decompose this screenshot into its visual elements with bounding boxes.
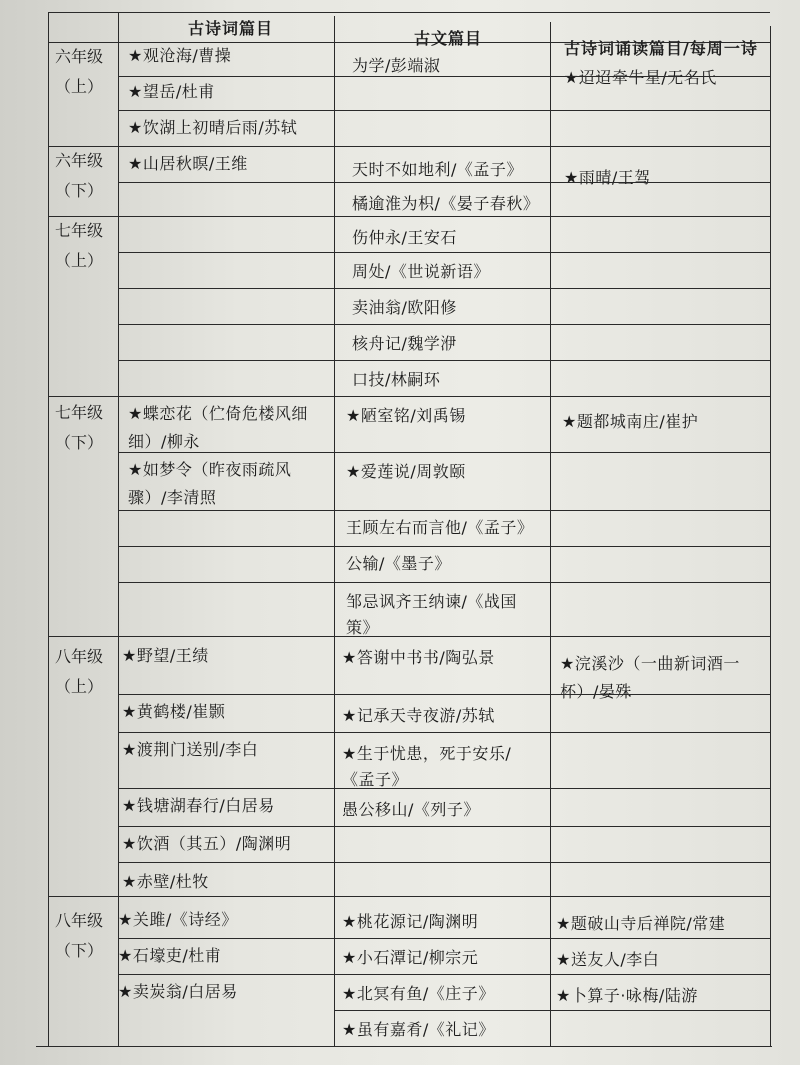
row-divider <box>118 582 770 583</box>
poem-entry: ★山居秋暝/王维 <box>128 154 248 173</box>
prose-entry: 口技/林嗣环 <box>352 370 441 389</box>
row-divider <box>118 510 770 511</box>
grade-label: 七年级 （下） <box>54 403 103 452</box>
poem-entry: ★蝶恋花（伫倚危楼风细 <box>128 404 308 423</box>
prose-entry: 邹忌讽齐王纳谏/《战国 <box>346 592 517 611</box>
column-divider <box>118 12 119 1046</box>
prose-entry: 周处/《世说新语》 <box>352 262 490 281</box>
row-divider <box>118 974 770 975</box>
row-divider <box>118 546 770 547</box>
recital-entry: ★卜算子·咏梅/陆游 <box>556 986 698 1005</box>
row-divider <box>118 252 770 253</box>
row-divider <box>118 110 770 111</box>
recital-entry: ★浣溪沙（一曲新词酒一 <box>560 654 740 673</box>
column-divider <box>550 22 551 1046</box>
prose-entry: 为学/彭端淑 <box>352 56 441 75</box>
poem-entry: ★关雎/《诗经》 <box>118 910 238 929</box>
poem-entry: ★观沧海/曹操 <box>128 46 232 65</box>
grade-divider <box>48 216 770 217</box>
table-border-right <box>770 26 771 1046</box>
prose-entry: 核舟记/魏学洢 <box>352 334 457 353</box>
prose-entry: ★生于忧患，死于安乐/ <box>342 744 512 763</box>
recital-entry: ★题破山寺后禅院/常建 <box>556 914 726 933</box>
poem-entry: ★渡荆门送别/李白 <box>122 740 259 759</box>
row-divider <box>118 694 770 695</box>
recital-entry: ★题都城南庄/崔护 <box>562 412 699 431</box>
grade-label: 六年级 （上） <box>54 47 103 96</box>
recital-entry: ★送友人/李白 <box>556 950 660 969</box>
prose-entry: ★爱莲说/周敦颐 <box>346 462 466 481</box>
grade-label: 八年级 （上） <box>54 647 103 696</box>
poem-entry: ★赤壁/杜牧 <box>122 872 209 891</box>
poem-entry-cont: 细）/柳永 <box>128 432 200 451</box>
prose-entry: ★北冥有鱼/《庄子》 <box>342 984 495 1003</box>
prose-entry: ★虽有嘉肴/《礼记》 <box>342 1020 495 1039</box>
row-divider <box>118 452 770 453</box>
prose-entry: ★记承天寺夜游/苏轼 <box>342 706 495 725</box>
prose-entry: 橘逾淮为枳/《晏子春秋》 <box>352 194 540 213</box>
header-recital: 古诗词诵读篇目/每周一诗 <box>564 39 758 58</box>
poem-entry: ★石壕吏/杜甫 <box>118 946 222 965</box>
row-divider <box>118 182 770 183</box>
prose-entry-cont: 《孟子》 <box>342 770 409 789</box>
row-divider <box>118 938 770 939</box>
prose-entry: ★小石潭记/柳宗元 <box>342 948 479 967</box>
prose-entry: ★答谢中书书/陶弘景 <box>342 648 495 667</box>
poem-entry: ★饮湖上初晴后雨/苏轼 <box>128 118 298 137</box>
row-divider <box>118 76 770 77</box>
prose-entry: 公输/《墨子》 <box>346 554 451 573</box>
prose-entry: ★桃花源记/陶渊明 <box>342 912 479 931</box>
curriculum-table <box>36 6 776 1051</box>
table-border-left <box>48 12 49 1046</box>
row-divider <box>118 324 770 325</box>
grade-divider <box>48 396 770 397</box>
poem-entry: ★如梦令（昨夜雨疏风 <box>128 460 292 479</box>
prose-entry: ★陋室铭/刘禹锡 <box>346 406 466 425</box>
poem-entry: ★黄鹤楼/崔颢 <box>122 702 226 721</box>
grade-label: 七年级 （上） <box>54 221 103 270</box>
table-border-top <box>48 12 770 13</box>
grade-divider <box>48 896 770 897</box>
grade-divider <box>48 146 770 147</box>
prose-entry: 愚公移山/《列子》 <box>342 800 480 819</box>
recital-entry-cont: 杯）/晏殊 <box>560 682 632 701</box>
poem-entry: ★卖炭翁/白居易 <box>118 982 238 1001</box>
recital-entry: ★迢迢牵牛星/无名氏 <box>564 68 717 87</box>
poem-entry: ★望岳/杜甫 <box>128 82 215 101</box>
grade-label: 六年级 （下） <box>54 151 103 200</box>
row-divider <box>118 862 770 863</box>
header-prose: 古文篇目 <box>414 29 483 48</box>
grade-label: 八年级 （下） <box>54 911 103 960</box>
poem-entry-cont: 骤）/李清照 <box>128 488 217 507</box>
poem-entry: ★钱塘湖春行/白居易 <box>122 796 275 815</box>
prose-entry: 天时不如地利/《孟子》 <box>352 160 523 179</box>
header-poems: 古诗词篇目 <box>188 19 274 38</box>
poem-entry: ★饮酒（其五）/陶渊明 <box>122 834 292 853</box>
poem-entry: ★野望/王绩 <box>122 646 209 665</box>
table-border-bottom <box>36 1046 772 1047</box>
row-divider <box>118 360 770 361</box>
row-divider <box>118 788 770 789</box>
prose-entry-cont: 策》 <box>346 618 380 637</box>
row-divider <box>118 732 770 733</box>
header-divider <box>48 42 770 43</box>
column-divider <box>334 16 335 1046</box>
prose-entry: 卖油翁/欧阳修 <box>352 298 457 317</box>
grade-divider <box>48 636 770 637</box>
prose-entry: 伤仲永/王安石 <box>352 228 457 247</box>
row-divider <box>118 826 770 827</box>
prose-entry: 王顾左右而言他/《孟子》 <box>346 518 534 537</box>
row-divider <box>118 288 770 289</box>
row-divider <box>334 1010 770 1011</box>
recital-entry: ★雨晴/王驾 <box>564 168 651 187</box>
